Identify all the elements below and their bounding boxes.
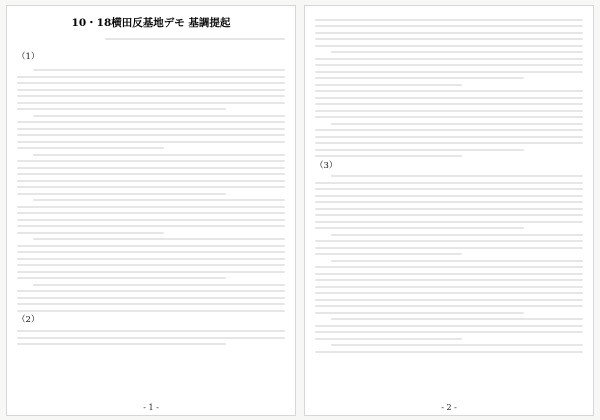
text-line-placeholder <box>315 279 583 281</box>
text-line-placeholder <box>315 71 583 73</box>
text-line-placeholder <box>315 299 583 301</box>
text-line-placeholder <box>315 64 583 66</box>
text-line-placeholder <box>17 206 285 208</box>
text-line-placeholder <box>17 303 285 305</box>
text-line-placeholder <box>33 284 285 286</box>
text-line-placeholder <box>315 195 583 197</box>
text-line-placeholder <box>331 344 583 346</box>
text-line-placeholder <box>315 351 583 353</box>
text-line-placeholder <box>17 290 285 292</box>
text-line-placeholder <box>17 121 285 123</box>
text-line-placeholder <box>315 292 583 294</box>
text-line-placeholder <box>315 129 583 131</box>
text-line-placeholder <box>17 258 285 260</box>
text-line-placeholder <box>331 51 583 53</box>
text-line-placeholder <box>17 219 285 221</box>
text-line-placeholder <box>315 214 583 216</box>
text-line-placeholder <box>17 297 285 299</box>
text-line-placeholder <box>33 154 285 156</box>
text-line-placeholder <box>17 251 285 253</box>
text-line-placeholder <box>315 312 524 314</box>
text-line-placeholder <box>315 286 583 288</box>
page-left <box>6 5 296 416</box>
page-number-right: - 2 - <box>441 403 457 412</box>
text-line-placeholder <box>17 225 285 227</box>
text-line-placeholder <box>17 82 285 84</box>
section-marker-3: （3） <box>315 160 338 171</box>
text-line-placeholder <box>315 25 583 27</box>
text-line-placeholder <box>17 147 164 149</box>
left-body <box>17 65 285 409</box>
text-line-placeholder <box>315 331 583 333</box>
text-line-placeholder <box>315 221 583 223</box>
text-line-placeholder <box>17 245 285 247</box>
text-line-placeholder <box>315 38 583 40</box>
document-subtitle: 10・18横田反基地デモ 基調提起 <box>71 17 231 29</box>
byline <box>17 34 285 45</box>
text-line-placeholder <box>33 69 285 71</box>
left-text-block-a <box>17 69 285 312</box>
text-line-placeholder <box>17 128 285 130</box>
text-line-placeholder <box>17 232 164 234</box>
text-line-placeholder <box>17 180 285 182</box>
text-line-placeholder <box>33 199 285 201</box>
text-line-placeholder <box>315 188 583 190</box>
text-line-placeholder <box>17 343 226 345</box>
text-line-placeholder <box>17 141 285 143</box>
text-line-placeholder <box>17 167 285 169</box>
text-line-placeholder <box>315 19 583 21</box>
text-line-placeholder <box>315 338 462 340</box>
text-line-placeholder <box>331 234 583 236</box>
text-line-placeholder <box>315 253 462 255</box>
text-line-placeholder <box>315 116 583 118</box>
right-text-block-a <box>315 19 583 158</box>
text-line-placeholder <box>315 155 462 157</box>
right-body <box>315 14 583 409</box>
text-line-placeholder <box>315 90 583 92</box>
text-line-placeholder <box>17 330 285 332</box>
text-line-placeholder <box>17 271 285 273</box>
text-line-placeholder <box>17 310 285 312</box>
text-line-placeholder <box>315 142 583 144</box>
text-line-placeholder <box>315 58 583 60</box>
text-line-placeholder <box>315 247 583 249</box>
text-line-placeholder <box>315 77 524 79</box>
text-line-placeholder <box>315 103 583 105</box>
text-line-placeholder <box>315 273 583 275</box>
text-line-placeholder <box>331 260 583 262</box>
text-line-placeholder <box>17 212 285 214</box>
text-line-placeholder <box>315 305 583 307</box>
text-line-placeholder <box>315 266 583 268</box>
left-text-block-b <box>17 330 285 345</box>
section-marker-2: （2） <box>17 315 40 326</box>
text-line-placeholder <box>315 149 524 151</box>
text-line-placeholder <box>331 175 583 177</box>
right-text-block-b <box>315 175 583 353</box>
page-right <box>304 5 594 416</box>
text-line-placeholder <box>315 84 462 86</box>
text-line-placeholder <box>315 97 583 99</box>
text-line-placeholder <box>33 115 285 117</box>
text-line-placeholder <box>17 134 285 136</box>
text-line-placeholder <box>17 277 226 279</box>
text-line-placeholder <box>315 227 524 229</box>
text-line-placeholder <box>17 337 285 339</box>
text-line-placeholder <box>315 32 583 34</box>
text-line-placeholder <box>17 102 285 104</box>
text-line-placeholder <box>17 264 285 266</box>
text-line-placeholder <box>331 318 583 320</box>
text-line-placeholder <box>315 136 583 138</box>
text-line-placeholder <box>17 186 285 188</box>
text-line-placeholder <box>315 240 583 242</box>
text-line-placeholder <box>315 182 583 184</box>
text-line-placeholder <box>315 110 583 112</box>
text-line-placeholder <box>315 325 583 327</box>
text-line-placeholder <box>17 173 285 175</box>
text-line-placeholder <box>17 95 285 97</box>
text-line-placeholder <box>17 160 285 162</box>
text-line-placeholder <box>17 89 285 91</box>
text-line-placeholder <box>33 238 285 240</box>
page-number-left: - 1 - <box>143 403 159 412</box>
text-line-placeholder <box>17 193 226 195</box>
text-line-placeholder <box>331 123 583 125</box>
text-line-placeholder <box>17 76 285 78</box>
text-line-placeholder <box>315 45 583 47</box>
text-line-placeholder <box>315 208 583 210</box>
text-line-placeholder <box>315 201 583 203</box>
section-marker-1: （1） <box>17 51 40 62</box>
text-line-placeholder <box>17 108 226 110</box>
byline-placeholder <box>105 38 285 40</box>
